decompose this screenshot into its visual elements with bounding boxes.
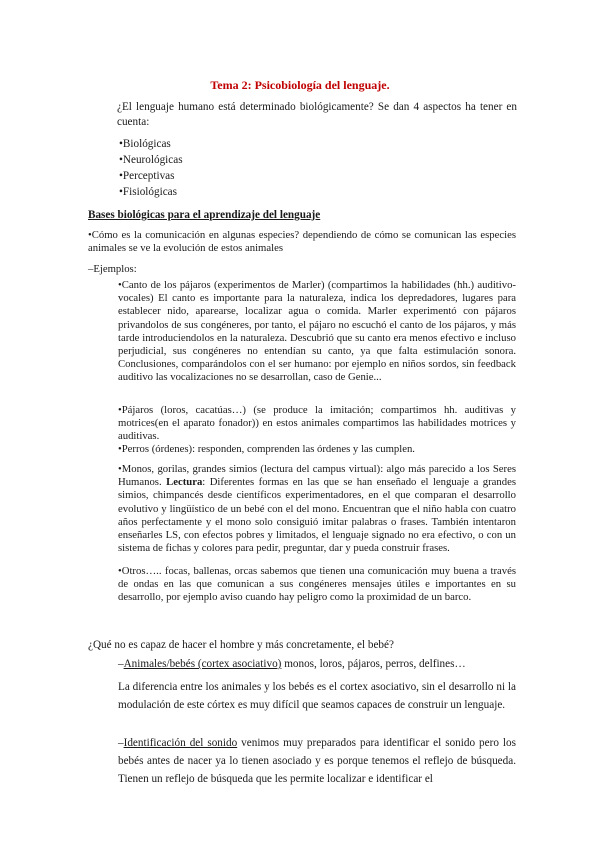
page-title: Tema 2: Psicobiología del lenguaje. [210, 78, 390, 92]
sound-dash: – [118, 737, 124, 749]
sound-identification-paragraph [118, 734, 516, 788]
intro-paragraph: ¿El lenguaje humano está determinado biológicamente? Se dan 4 aspectos ha tener en cuenta: [117, 101, 517, 128]
apes-intro: •Monos, gorilas, grandes simios (lectura del campus virtual): algo más parecido a los Seres Humanos. [118, 463, 516, 489]
example-others: •Otros….. focas, ballenas, orcas sabemos que tienen una comunicación muy buena a través de ondas en las que comunican a sus congéneres mensajes útiles e importantes en su desarrollo, por ejemplo aviso cuando hay peligro como la proximidad de un barco. [118, 565, 516, 604]
animals-babies-line [118, 657, 516, 672]
aspect-item: •Perceptivas [119, 170, 175, 182]
example-dogs: •Perros (órdenes): responden, comprenden las órdenes y las cumplen. [118, 443, 415, 455]
aspects-list [119, 136, 319, 200]
animals-dash: – [118, 658, 124, 670]
sound-identification-text: venimos muy preparados para identificar el sonido pero los bebés antes de nacer ya lo tienen asociado y es porque tenemos el reflejo de búsqueda. Tienen un reflejo de búsqueda que les permite localizar e identificar el [118, 737, 516, 785]
animals-babies-list: monos, loros, pájaros, perros, delfines… [281, 658, 466, 670]
example-apes [118, 463, 516, 555]
reading-text: : Diferentes formas en las que se han enseñado el lenguaje a grandes simios, chimpancés desde científicos experimentadores, en el que comparan el desarrollo evolutivo y lingüístico de un bebé con el del mono. Encuentran que el niño habla con cuatro años perfectamente y el mono solo consiguió imitar palabras o frases. También intentaron enseñarles LS, con efectos pobres y limitados, el lenguaje signado no era efectivo, o con un sistema de fichas y colores para pedir, preguntar, dar y pueda construir frases. [118, 476, 516, 555]
difference-paragraph: La diferencia entre los animales y los bebés es el cortex asociativo, sin el desarrollo ni la modulación de este córtex es muy difícil que seamos capaces de construir un lenguaje. [118, 681, 516, 711]
example-bird-song: •Canto de los pájaros (experimentos de Marler) (compartimos la habilidades (hh.) auditivo-vocales) El canto es importante para la naturaleza, indica los depredadores, lugares para establecer nido, aparearse, localizar agua o comida. Marler experimentó con pájaros privandolos de sus congéneres, por tanto, el pájaro no escuchó el canto de los pájaros, y más tarde introduciendolos en la naturaleza. Descubrió que su canto era menos efectivo e incluso perjudicial, sus congéneres no entendían su canto, ya que falta estimulación sonora. Conclusiones, comparándolos con el ser humano: por ejemplo en niños sordos, sin feedback auditivo las vocalizaciones no se desarrollan, caso de Genie... [118, 279, 516, 384]
aspect-item: •Fisiológicas [119, 186, 177, 198]
animals-babies-label: Animales/bebés (cortex asociativo) [123, 658, 282, 670]
examples-label: –Ejemplos: [88, 263, 137, 275]
aspect-item: •Neurológicas [119, 154, 183, 166]
reading-label: Lectura [166, 476, 203, 489]
species-question: •Cómo es la comunicación en algunas especies? dependiendo de cómo se comunican las especies animales se ve la evolución de estos animales [88, 229, 516, 255]
example-parrots: •Pájaros (loros, cacatúas…) (se produce la imitación; compartimos hh. auditivas y motrices(en el aparato fonador)) en estos animales compartimos las habilidades motrices y auditivas. [118, 404, 516, 443]
baby-question: ¿Qué no es capaz de hacer el hombre y más concretamente, el bebé? [88, 639, 394, 651]
sound-identification-label: Identificación del sonido [123, 737, 238, 749]
section-heading-biological-bases: Bases biológicas para el aprendizaje del lenguaje [88, 209, 321, 221]
aspect-item: •Biológicas [119, 138, 171, 150]
